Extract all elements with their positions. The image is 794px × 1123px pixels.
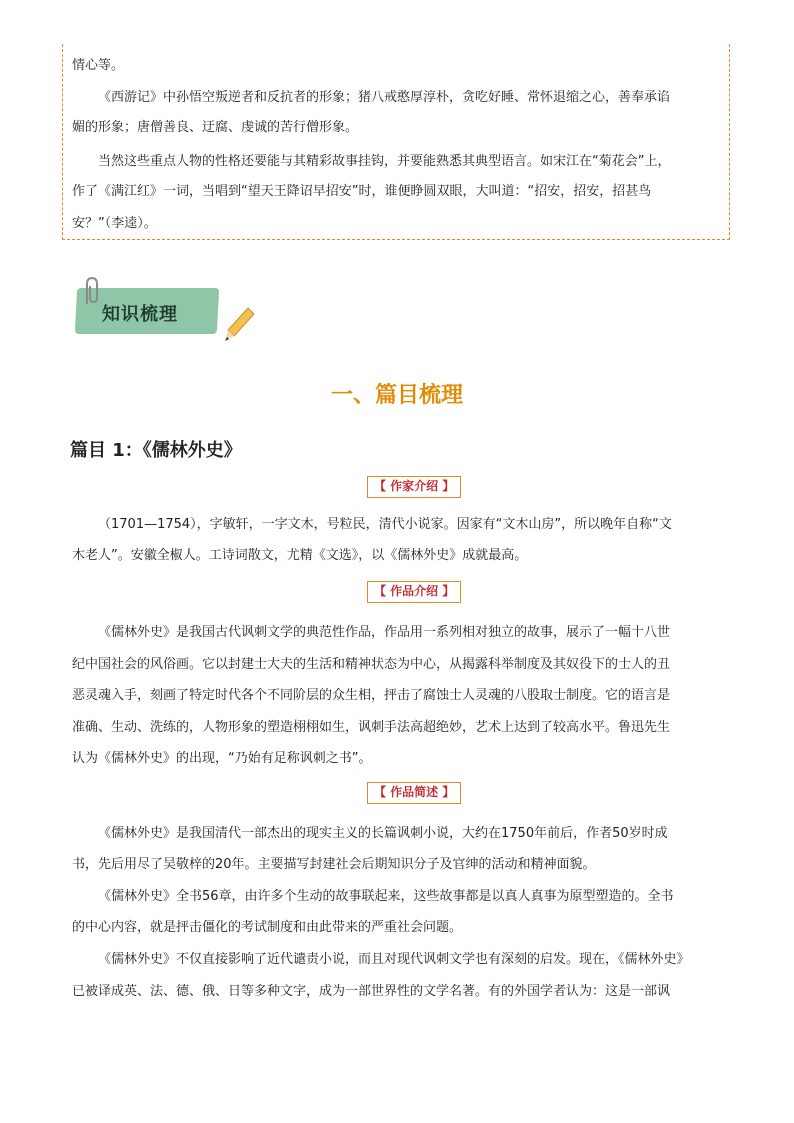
work-intro-tag: 【 作品介绍 】 bbox=[367, 581, 461, 603]
work-line: 恶灵魂入手，刻画了特定时代各个不同阶层的众生相，抨击了腐蚀士人灵魂的八股取士制度。它的语言是 bbox=[72, 688, 671, 703]
piece-title: 篇目 1：《儒林外史》 bbox=[70, 440, 242, 461]
section-title: 一、篇目梳理 bbox=[330, 382, 463, 408]
intro-line: 作了《满江红》一词，当唱到“望天王降诏早招安”时，谁便睁圆双眼，大叫道：“招安，招安，招甚鸟 bbox=[72, 184, 652, 199]
intro-line: 媚的形象；唐僧善良、迂腐、虔诚的苦行僧形象。 bbox=[72, 120, 359, 135]
section-badge bbox=[76, 288, 218, 334]
summary-line: 书，先后用尽了吴敬梓的20年。主要描写封建社会后期知识分子及官绅的活动和精神面貌。 bbox=[72, 857, 596, 872]
paperclip-icon bbox=[80, 276, 102, 306]
summary-line: 《儒林外史》是我国清代一部杰出的现实主义的长篇讽刺小说，大约在1750年前后，作者50岁时成 bbox=[98, 826, 668, 841]
intro-line: 安？”（李逵）。 bbox=[72, 216, 157, 231]
work-line: 认为《儒林外史》的出现，“乃始有足称讽刺之书”。 bbox=[72, 751, 372, 766]
author-intro-tag: 【 作家介绍 】 bbox=[367, 476, 461, 498]
intro-line: 情心等。 bbox=[72, 58, 125, 73]
intro-line: 当然这些重点人物的性格还要能与其精彩故事挂钩，并要能熟悉其典型语言。如宋江在“菊花会”上， bbox=[98, 154, 671, 169]
intro-line: 《西游记》中孙悟空叛逆者和反抗者的形象；猪八戒憨厚淳朴，贪吃好睡、常怀退缩之心，善奉承谄 bbox=[98, 90, 671, 105]
work-line: 准确、生动、洗练的，人物形象的塑造栩栩如生，讽刺手法高超绝妙，艺术上达到了较高水平。鲁迅先生 bbox=[72, 720, 671, 735]
intro-box bbox=[62, 44, 730, 240]
summary-line: 《儒林外史》不仅直接影响了近代谴责小说，而且对现代讽刺文学也有深刻的启发。现在，《儒林外史》 bbox=[98, 952, 690, 967]
summary-line: 《儒林外史》全书56章，由许多个生动的故事联起来，这些故事都是以真人真事为原型塑造的。全书 bbox=[98, 889, 674, 904]
badge-label: 知识梳理 bbox=[102, 304, 178, 325]
summary-line: 的中心内容，就是抨击僵化的考试制度和由此带来的严重社会问题。 bbox=[72, 920, 463, 935]
work-line: 《儒林外史》是我国古代讽刺文学的典范性作品，作品用一系列相对独立的故事，展示了一幅十八世 bbox=[98, 625, 671, 640]
author-line: 木老人”。安徽全椒人。工诗词散文，尤精《文选》，以《儒林外史》成就最高。 bbox=[72, 548, 528, 563]
work-line: 纪中国社会的风俗画。它以封建士大夫的生活和精神状态为中心，从揭露科举制度及其奴役下的士人的丑 bbox=[72, 657, 671, 672]
author-line: （1701—1754），字敏轩，一字文木，号粒民，清代小说家。因家有“文木山房”，所以晚年自称“文 bbox=[98, 517, 672, 532]
pencil-icon bbox=[222, 306, 256, 346]
summary-tag: 【 作品简述 】 bbox=[367, 782, 461, 804]
summary-line: 已被译成英、法、德、俄、日等多种文字，成为一部世界性的文学名著。有的外国学者认为：这是一部讽 bbox=[72, 984, 671, 999]
